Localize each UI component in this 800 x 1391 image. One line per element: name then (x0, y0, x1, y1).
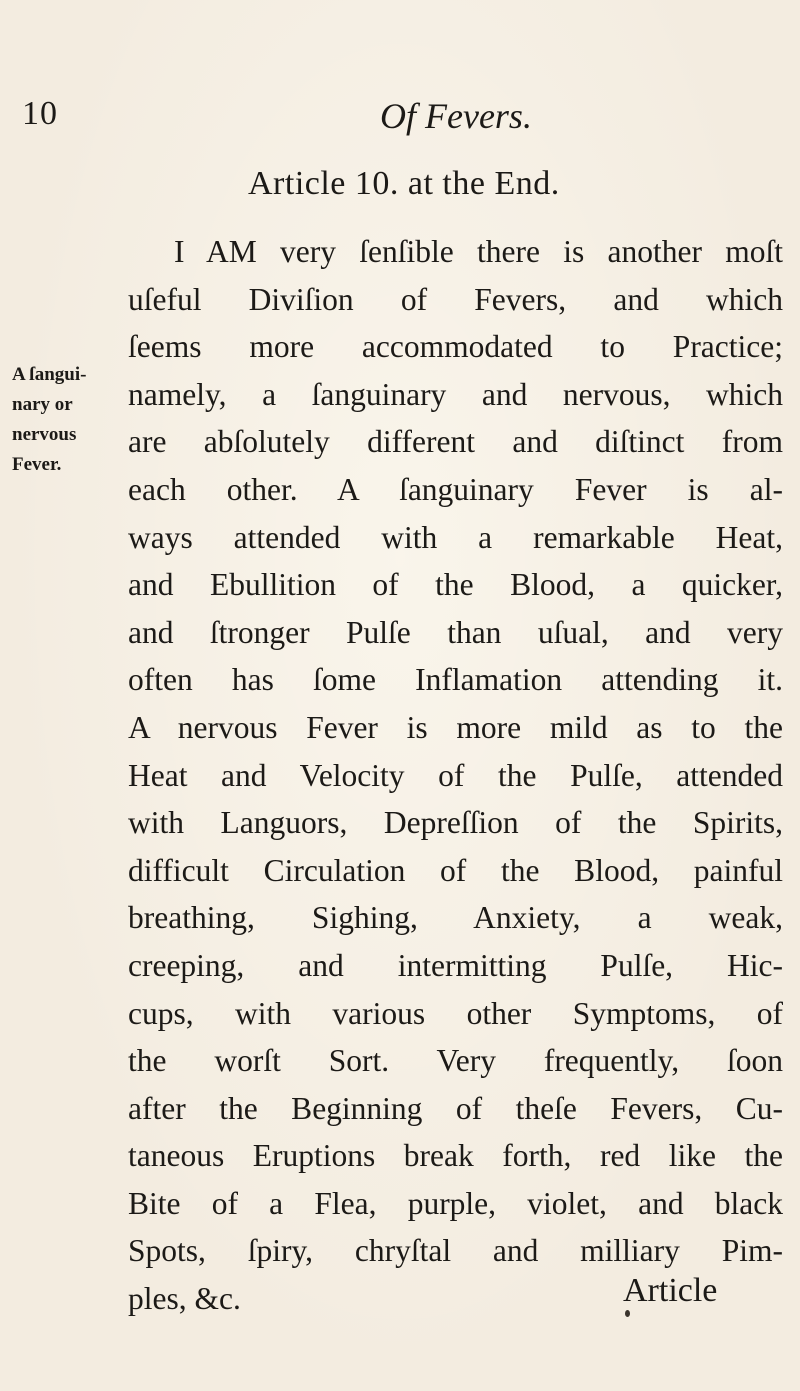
paragraph-line: often has ſome Inflamation attending it. (128, 662, 783, 698)
paragraph-line: cups, with various other Symptoms, of (128, 995, 783, 1031)
paragraph-line: the worſt Sort. Very frequently, ſoon (128, 1043, 783, 1079)
paragraph-line: with Languors, Depreſſion of the Spirits, (128, 805, 783, 841)
paragraph-line: and Ebullition of the Blood, a quicker, (128, 567, 783, 603)
paragraph-line: A nervous Fever is more mild as to the (128, 709, 783, 745)
paragraph-line: ways attended with a remarkable Heat, (128, 519, 783, 555)
paragraph-line: and ſtronger Pulſe than uſual, and very (128, 614, 783, 650)
paragraph-line: uſeful Diviſion of Fevers, and which (128, 281, 783, 317)
paragraph-line: ples, &c. (128, 1281, 241, 1317)
paragraph-line: difficult Circulation of the Blood, painful (128, 852, 783, 888)
margin-note-line: A ſangui- (12, 364, 87, 385)
catchword: Article (623, 1272, 718, 1309)
margin-note-line: nary or (12, 394, 73, 415)
paragraph-line: each other. A ſanguinary Fever is al- (128, 471, 783, 507)
page-number: 10 (22, 95, 58, 132)
paragraph-line: ſeems more accommodated to Practice; (128, 329, 783, 365)
margin-note-line: nervous (12, 424, 77, 445)
ink-speck (625, 1310, 630, 1317)
paragraph-line: breathing, Sighing, Anxiety, a weak, (128, 900, 783, 936)
paragraph-line: Heat and Velocity of the Pulſe, attended (128, 757, 783, 793)
paragraph-line: after the Beginning of theſe Fevers, Cu- (128, 1090, 783, 1126)
paragraph-line: creeping, and intermitting Pulſe, Hic- (128, 947, 783, 983)
paragraph-line: Bite of a Flea, purple, violet, and black (128, 1185, 783, 1221)
paragraph-line: Spots, ſpiry, chryſtal and milliary Pim- (128, 1233, 783, 1269)
paragraph-line: namely, a ſanguinary and nervous, which (128, 376, 783, 412)
paragraph-line: are abſolutely different and diſtinct from (128, 424, 783, 460)
paragraph-line: taneous Eruptions break forth, red like the (128, 1138, 783, 1174)
article-heading: Article 10. at the End. (248, 165, 560, 202)
paragraph (128, 228, 783, 1323)
margin-note-line: Fever. (12, 454, 62, 475)
paragraph-line: I AM very ſenſible there is another moſt (174, 234, 783, 269)
running-head: Of Fevers. (380, 96, 532, 136)
margin-note (12, 360, 117, 480)
